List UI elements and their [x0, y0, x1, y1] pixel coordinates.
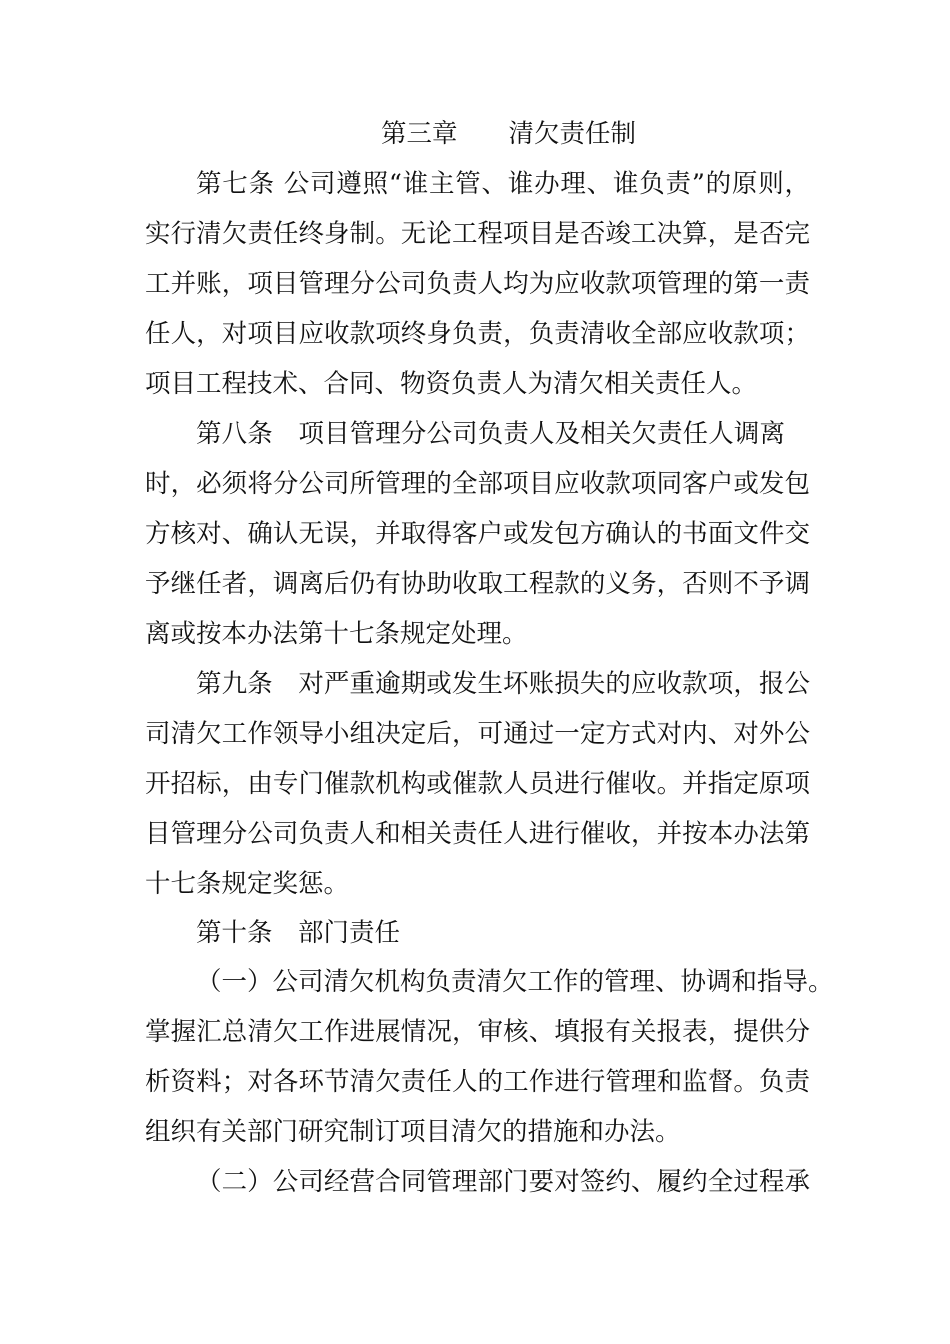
- paragraph-line: 予继任者，调离后仍有协助收取工程款的义务，否则不予调: [145, 569, 810, 599]
- chapter-title: 第三章 清欠责任制: [381, 119, 637, 149]
- paragraph-line: 掌握汇总清欠工作进展情况，审核、填报有关报表，提供分: [145, 1017, 810, 1047]
- paragraph-line: 工并账，项目管理分公司负责人均为应收款项管理的第一责: [145, 269, 810, 299]
- paragraph-line: 司清欠工作领导小组决定后，可通过一定方式对内、对外公: [145, 719, 810, 749]
- paragraph-line: 实行清欠责任终身制。无论工程项目是否竣工决算，是否完: [145, 219, 810, 249]
- paragraph-line: 第十条 部门责任: [196, 918, 401, 948]
- paragraph-line: 开招标，由专门催款机构或催款人员进行催收。并指定原项: [145, 769, 810, 799]
- paragraph-line: 目管理分公司负责人和相关责任人进行催收，并按本办法第: [145, 819, 810, 849]
- paragraph-line: 析资料；对各环节清欠责任人的工作进行管理和监督。负责: [145, 1067, 810, 1097]
- paragraph-line: 组织有关部门研究制订项目清欠的措施和办法。: [145, 1117, 681, 1147]
- paragraph-line: 离或按本办法第十七条规定处理。: [145, 619, 528, 649]
- paragraph-line: 任人，对项目应收款项终身负责，负责清收全部应收款项；: [145, 319, 810, 349]
- paragraph-line: 第九条 对严重逾期或发生坏账损失的应收款项，报公: [196, 669, 810, 699]
- paragraph-line: （一）公司清欠机构负责清欠工作的管理、协调和指导。: [196, 967, 834, 997]
- paragraph-line: 十七条规定奖惩。: [145, 869, 350, 899]
- paragraph-line: 第八条 项目管理分公司负责人及相关欠责任人调离: [196, 419, 785, 449]
- paragraph-line: 第七条 公司遵照“谁主管、谁办理、谁负责”的原则，: [196, 169, 810, 199]
- paragraph-line: （二）公司经营合同管理部门要对签约、履约全过程承: [196, 1167, 810, 1197]
- paragraph-line: 时，必须将分公司所管理的全部项目应收款项同客户或发包: [145, 469, 810, 499]
- paragraph-line: 项目工程技术、合同、物资负责人为清欠相关责任人。: [145, 369, 758, 399]
- paragraph-line: 方核对、确认无误，并取得客户或发包方确认的书面文件交: [145, 519, 810, 549]
